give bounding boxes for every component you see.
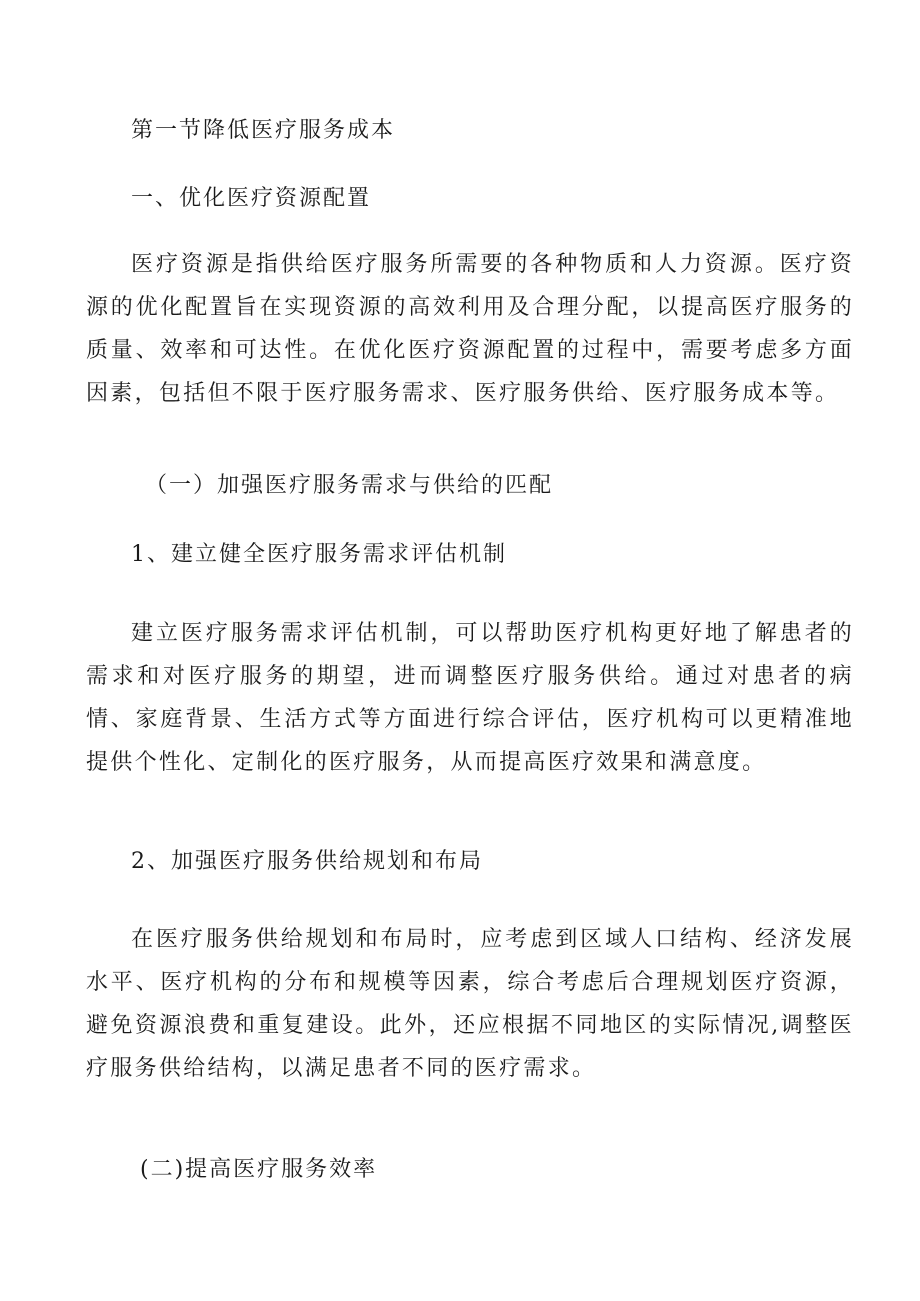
section-title: 第一节降低医疗服务成本 <box>131 118 396 143</box>
item-2-title: 2、加强医疗服务供给规划和布局 <box>131 849 483 874</box>
subheading-demand-supply-match: （一）加强医疗服务需求与供给的匹配 <box>145 473 554 498</box>
heading-optimize-resources: 一、优化医疗资源配置 <box>131 186 372 211</box>
paragraph-demand-assessment: 建立医疗服务需求评估机制，可以帮助医疗机构更好地了解患者的需求和对医疗服务的期望，进而调整医疗服务供给。通过对患者的病情、家庭背景、生活方式等方面进行综合评估，医疗机构可以更精准地提供个性化、定制化的医疗服务，从而提高医疗效果和满意度。 <box>86 621 854 775</box>
paragraph-supply-planning: 在医疗服务供给规划和布局时，应考虑到区域人口结构、经济发展水平、医疗机构的分布和规模等因素，综合考虑后合理规划医疗资源，避免资源浪费和重复建设。此外，还应根据不同地区的实际情况,调整医疗服务供给结构，以满足患者不同的医疗需求。 <box>86 927 854 1081</box>
paragraph-resources-intro: 医疗资源是指供给医疗服务所需要的各种物质和人力资源。医疗资源的优化配置旨在实现资源的高效利用及合理分配，以提高医疗服务的质量、效率和可达性。在优化医疗资源配置的过程中，需要考虑多方面因素，包括但不限于医疗服务需求、医疗服务供给、医疗服务成本等。 <box>86 252 854 406</box>
item-1-title: 1、建立健全医疗服务需求评估机制 <box>131 542 507 567</box>
subheading-improve-efficiency: (二)提高医疗服务效率 <box>140 1157 378 1182</box>
